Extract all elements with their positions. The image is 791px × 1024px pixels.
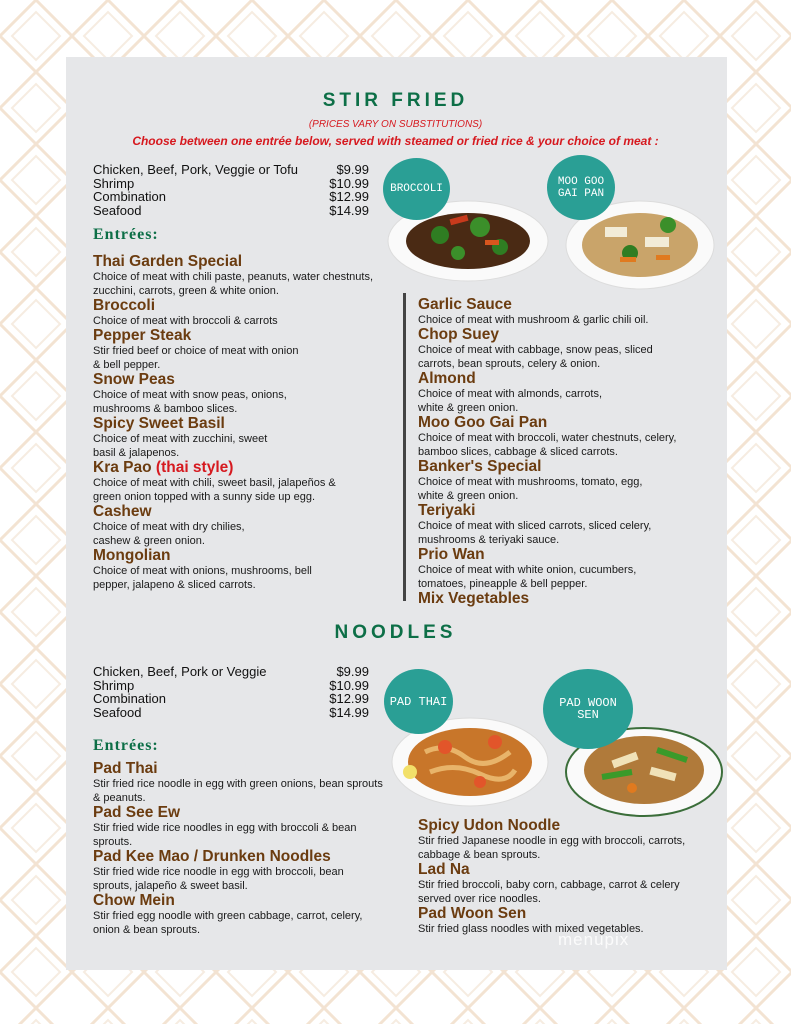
noodles-title: NOODLES [334, 622, 457, 643]
price-row: Combination $12.99 [93, 189, 369, 204]
stir-fried-left-column [93, 254, 393, 592]
menu-item: Banker's Special Choice of meat with mushrooms, tomato, egg, white & green onion. [418, 458, 643, 502]
pad-thai-caption-badge: PAD THAI [384, 669, 453, 734]
broccoli-caption-badge: BROCCOLI [383, 158, 450, 220]
menu-item: Teriyaki Choice of meat with sliced carrots, sliced celery, mushrooms & teriyaki sauce. [418, 502, 652, 546]
menu-item: Prio Wan Choice of meat with white onion, cucumbers, tomatoes, pineapple & bell pepper. [418, 546, 637, 590]
menu-item: Mix Vegetables [418, 590, 530, 607]
menupix-watermark: menupix [558, 930, 630, 949]
column-divider [403, 293, 406, 601]
price-row: Combination $12.99 [93, 691, 369, 706]
menu-item: Spicy Udon Noodle Stir fried Japanese noodle in egg with broccoli, carrots, cabbage & bean sprouts. [418, 817, 686, 861]
price-row: Seafood $14.99 [93, 704, 369, 720]
menu-item: Mongolian Choice of meat with onions, mushrooms, bell pepper, jalapeno & sliced carrots. [93, 547, 312, 591]
stir-fried-right-column [418, 297, 708, 607]
choose-note: Choose between one entrée below, served with steamed or fried rice & your choice of meat : [132, 134, 659, 148]
noodles-entrees-heading: Entrées: [93, 737, 159, 754]
price-row: Shrimp $10.99 [93, 175, 369, 191]
menu-item: Kra Pao (thai style) Choice of meat with chili, sweet basil, jalapeños & green onion topped with a sunny side up egg. [93, 459, 336, 503]
menu-item: Broccoli Choice of meat with broccoli & carrots [93, 297, 278, 327]
price-row: Shrimp $10.99 [93, 677, 369, 693]
noodles-left-column [93, 761, 388, 937]
pad-woon-sen-caption-badge: PAD WOON SEN [543, 669, 633, 749]
price-substitution-note: (PRICES VARY ON SUBSTITUTIONS) [308, 119, 483, 130]
kra-pao-style-note: (thai style) [155, 459, 234, 476]
menu-item: Garlic Sauce Choice of meat with mushroom & garlic chili oil. [418, 296, 649, 326]
noodles-right-column [418, 818, 708, 936]
menu-item: Pad Thai Stir fried rice noodle in egg with green onions, bean sprouts & peanuts. [93, 760, 383, 804]
menu-item: Spicy Sweet Basil Choice of meat with zucchini, sweet basil & jalapenos. [93, 415, 268, 459]
menu-item: Thai Garden Special Choice of meat with chili paste, peanuts, water chestnuts, zucchini, carrots, green & white onion. [93, 253, 374, 297]
menu-item: Pad Kee Mao / Drunken Noodles Stir fried wide rice noodle in egg with broccoli, bean sprouts, jalapeño & sweet basil. [93, 848, 344, 892]
menu-item: Pad See Ew Stir fried wide rice noodles in egg with broccoli & bean sprouts. [93, 804, 357, 848]
menu-item: Moo Goo Gai Pan Choice of meat with broccoli, water chestnuts, celery, bamboo slices, cabbage & sliced carrots. [418, 414, 677, 458]
menu-item: Pepper Steak Stir fried beef or choice of meat with onion & bell pepper. [93, 327, 299, 371]
menu-item: Pad Woon Sen Stir fried glass noodles with mixed vegetables. [418, 905, 644, 935]
menu-item: Snow Peas Choice of meat with snow peas, onions, mushrooms & bamboo slices. [93, 371, 287, 415]
menu-item: Lad Na Stir fried broccoli, baby corn, cabbage, carrot & celery served over rice noodles. [418, 861, 680, 905]
price-row: Chicken, Beef, Pork, Veggie or Tofu $9.99 [93, 162, 369, 177]
menu-item: Almond Choice of meat with almonds, carrots, white & green onion. [418, 370, 603, 414]
stir-fried-price-list [93, 163, 369, 217]
price-row: Seafood $14.99 [93, 202, 369, 218]
menu-item: Chop Suey Choice of meat with cabbage, snow peas, sliced carrots, bean sprouts, celery & onion. [418, 326, 653, 370]
menu-item: Chow Mein Stir fried egg noodle with green cabbage, carrot, celery, onion & bean sprouts. [93, 892, 363, 936]
noodles-price-list [93, 665, 369, 719]
price-row: Chicken, Beef, Pork or Veggie $9.99 [93, 664, 369, 679]
stir-fried-entrees-heading: Entrées: [93, 226, 159, 243]
moo-goo-gai-pan-caption-badge: MOO GOO GAI PAN [547, 155, 615, 220]
menu-item: Cashew Choice of meat with dry chilies, cashew & green onion. [93, 503, 245, 547]
stir-fried-title: STIR FRIED [322, 90, 469, 111]
